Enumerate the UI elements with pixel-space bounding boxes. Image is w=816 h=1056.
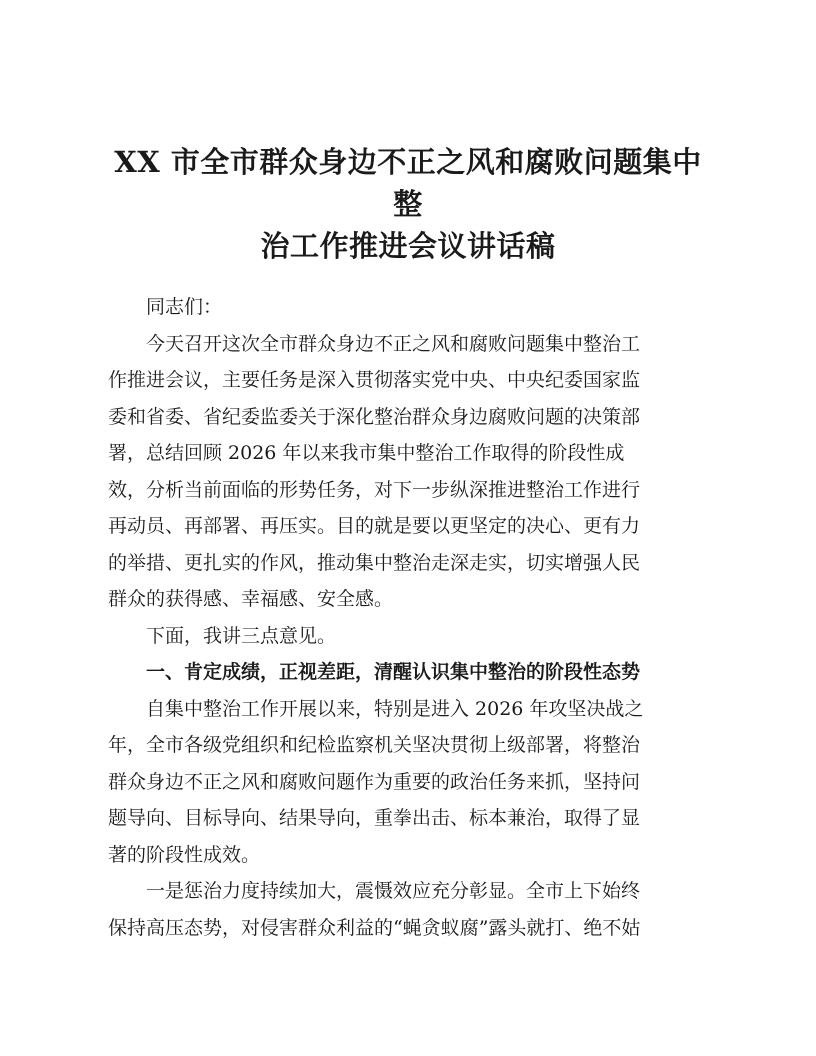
heading-line: 一、肯定成绩，正视差距，清醒认识集中整治的阶段性态势 [146, 661, 641, 683]
title-line: 治工作推进会议讲话稿 [260, 229, 556, 263]
paragraph-line: 今天召开这次全市群众身边不正之风和腐败问题集中整治工 [146, 332, 641, 355]
paragraph-line: 保持高压态势，对侵害群众利益的“蝇贪蚁腐”露头就打、绝不姑 [108, 916, 641, 939]
paragraph-line: 下面，我讲三点意见。 [146, 624, 337, 647]
paragraph-achievements [108, 691, 708, 874]
section-heading-1 [108, 654, 708, 691]
document-title [108, 141, 708, 267]
salutation [108, 289, 708, 326]
paragraph-line: 一是惩治力度持续加大，震慑效应充分彰显。全市上下始终 [146, 880, 641, 902]
paragraph-line: 群众的获得感、幸福感、安全感。 [108, 588, 394, 610]
paragraph-line: 群众身边不正之风和腐败问题作为重要的政治任务来抓，坚持问 [108, 770, 641, 793]
paragraph-line: 自集中整治工作开展以来，特别是进入 2026 年攻坚决战之 [146, 697, 644, 720]
paragraph-line: 署，总结回顾 2026 年以来我市集中整治工作取得的阶段性成 [108, 442, 625, 464]
paragraph-intro [108, 326, 708, 618]
title-line: XX 市全市群众身边不正之风和腐败问题集中整 [114, 145, 702, 221]
paragraph-line: 题导向、目标导向、结果导向，重拳出击、标本兼治，取得了显 [108, 807, 641, 829]
paragraph-line: 著的阶段性成效。 [108, 843, 261, 866]
paragraph-outline-intro [108, 618, 708, 655]
paragraph-line: 委和省委、省纪委监委关于深化整治群众身边腐败问题的决策部 [108, 405, 641, 428]
paragraph-line: 再动员、再部署、再压实。目的就是要以更坚定的决心、更有力 [108, 515, 641, 537]
document-body [108, 289, 708, 946]
paragraph-point-1 [108, 873, 708, 946]
paragraph-line: 年，全市各级党组织和纪检监察机关坚决贯彻上级部署，将整治 [108, 734, 641, 756]
paragraph-line: 效，分析当前面临的形势任务，对下一步纵深推进整治工作进行 [108, 478, 641, 501]
paragraph-line: 作推进会议，主要任务是深入贯彻落实党中央、中央纪委国家监 [108, 369, 641, 391]
paragraph-line: 的举措、更扎实的作风，推动集中整治走深走实，切实增强人民 [108, 551, 641, 574]
salutation-text: 同志们： [146, 296, 223, 318]
